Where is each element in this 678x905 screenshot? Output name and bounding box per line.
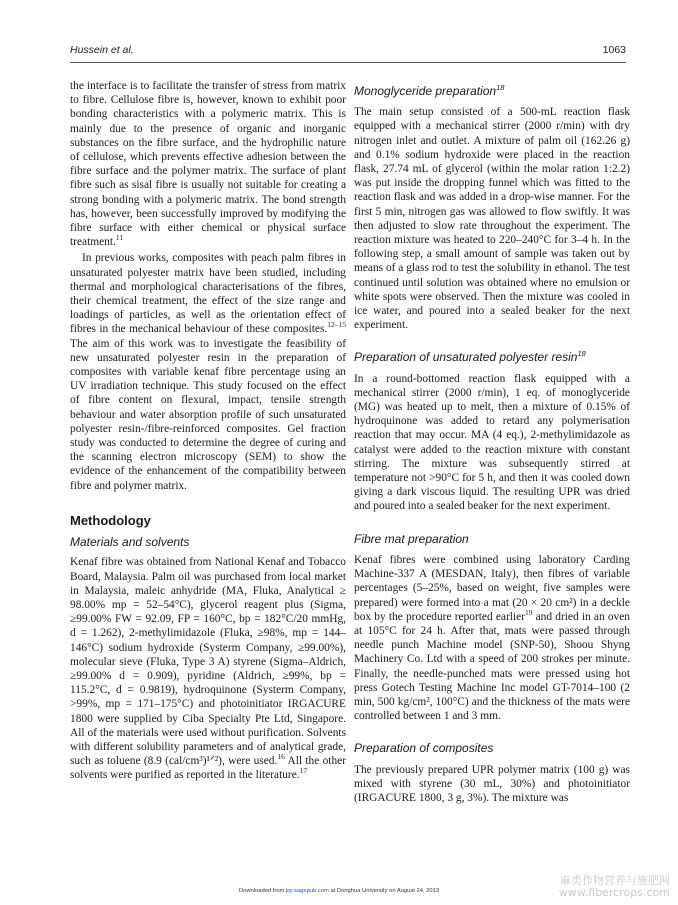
subsection-heading: Monoglyceride preparation$^{18}$ <box>354 83 505 98</box>
subsection-heading: Fibre mat preparation <box>354 531 469 546</box>
right-column <box>354 79 630 805</box>
header-rule <box>70 62 626 63</box>
subsection-heading: Materials and solvents <box>70 535 190 550</box>
paragraph: the interface is to facilitate the transfer of stress from matrix to fibre. Cellulose fibre is, however, known to exhibit poor bonding characteristics with a polymeric matrix. This is mainly due to the presence of organic and inorganic substances on the fibre surface, and the hydrophilic nature of cellulose, which prevents effective adhesion between the fibre surface and the polymer matrix. The surface of plant fibre such as sisal fibre is usually not suitable for creating a strong bonding with a polymeric matrix. The bond strength has, however, been successfully improved by modifying the fibre surface with either chemical or physical surface treatment.$^{11}$ <box>70 80 346 249</box>
citation[interactable]: 12–15 <box>327 320 346 330</box>
citation[interactable]: 18 <box>577 349 586 359</box>
download-footer: Downloaded from jrp.sagepub.com at Donghua University on August 24, 2013 <box>238 888 440 894</box>
page-number: 1063 <box>602 44 626 56</box>
section-heading: Methodology <box>70 512 151 528</box>
watermark: 麻类作物营养与施肥网 www.fibercrops.com <box>558 874 670 899</box>
paragraph: Kenaf fibre was obtained from National Kenaf and Tobacco Board, Malaysia. Palm oil was purchased from local market in Malaysia, maleic anhydride (MA, Fluka, Analytical ≥ 98.00% mp = 52–54°C), glycerol reagent plus (Sigma, ≥99.00% FW = 92.09, FP = 160°C, bp = 182°C/20 mmHg, d = 1.262), 2-methylimidazole (Fluka, ≥98%, mp = 144–146°C) sodium hydroxide (Systerm Company, ≥99.00%), molecular sieve (Fluka, Type 3 A) styrene (Sigma–Aldrich, ≥99.00% d = 0.909), pyridine (Aldrich, ≥99%, bp = 115.2°C, d = 0.9819), hydroquinone (Systerm Company, >99%, mp = 171–175°C) and photoinitiator IRGACURE 1800 were supplied by Ciba Specialty Pte Ltd, Singapore. All of the materials were used without purification. Solvents with different solubility parameters and of analytical grade, such as toluene (8.9 (cal/cm³)¹ᐟ²), were used.$^{16}$ All the other solvents were purified as reported in the literature.$^{17}$ <box>70 556 346 782</box>
subsection-heading: Preparation of composites <box>354 741 494 756</box>
paragraph: Kenaf fibres were combined using laboratory Carding Machine-337 A (MESDAN, Italy), then fibres of variable percentages (5–25%, based on weight, five samples were prepared) were formed into a mat (20 × 20 cm²) in a deckle box by the procedure reported earlier$^{19}$ and dried in an oven at 105°C for 24 h. After that, mats were passed through needle punch Machine model (SNP-50), Shoou Shyng Machinery Co. Ltd with a speed of 200 strokes per minute. Finally, the needle-punched mats were pressed using hot press Gotech Testing Machine Inc model GT-7014–100 (2 min, 500 kg/cm², 100°C) and the thickness of the mats were controlled between 1 and 3 mm. <box>354 553 631 723</box>
citation[interactable]: 18 <box>496 83 505 92</box>
running-head: Hussein et al. <box>70 44 134 56</box>
paragraph: The previously prepared UPR polymer matrix (100 g) was mixed with styrene (30 mL, 30%) and photoinitiator (IRGACURE 1800, 3 g, 3%). The mixture was <box>354 763 630 804</box>
paragraph: In a round-bottomed reaction flask equipped with a mechanical stirrer (2000 r/min), 1 eq. of monoglyceride (MG) was heated up to melt, then a mixture of 0.15% of hydroquinone was added to retard any polymerisation reaction that may occur. MA (4 eq.), 2-methylimidazole as catalyst were added to the reaction mixture with constant stirring. The mixture was subsequently stirred at temperature not >90°C for 5 h, and then it was cooled down giving a dark viscous liquid. The resulting UPR was dried and poured into a sealed beaker for the next experiment. <box>354 372 630 513</box>
citation[interactable]: 17 <box>299 766 308 776</box>
citation[interactable]: 11 <box>115 233 124 243</box>
journal-link[interactable]: jrp.sagepub.com <box>285 888 329 894</box>
left-column <box>70 79 346 783</box>
paragraph: The main setup consisted of a 500-mL reaction flask equipped with a mechanical stirrer (2000 r/min) with dry nitrogen inlet and outlet. A mixture of palm oil (162.26 g) and 0.1% sodium hydroxide were placed in the reaction flask, 27.74 mL of glycerol (within the molar ration 1:2.2) was put inside the dropping funnel which was fitted to the reaction flask and was added in a drop-wise manner. For the first 5 min, nitrogen gas was allowed to flow swiftly. It was then adjusted to slow rate throughout the experiment. The reaction mixture was heated to 220–240°C for 3–4 h. In the following step, a small amount of sample was taken out by means of a glass rod to test the solubility in ethanol. The test continued until solution was obtained where no emulsion or white spots were observed. Then the mixture was cooled in ice water, and poured into a sealed beaker for the next experiment. <box>354 106 630 332</box>
subsection-heading: Preparation of unsaturated polyester resin$^{18}$ <box>354 349 586 365</box>
paragraph: In previous works, composites with peach palm fibres in unsaturated polyester matrix have been studied, including thermal and morphological characterisations of the fibres, their chemical treatment, the effect of the size range and loadings of particles, as well as the orientation effect of fibres in the mechanical behaviour of these composites.$^{12-15}$ The aim of this work was to investigate the feasibility of new unsaturated polyester resin in the preparation of composites with variable kenaf fibre percentage using an UV irradiation technique. This study focused on the effect of fibre content on flexural, impact, tensile strength behaviour and water absorption profile of such unsaturated polyester resin-/fibre-reinforced composites. Gel fraction study was conducted to determine the degree of curing and the scanning electron microscopy (SEM) to show the evidence of the enhancement of the compatibility between fibre and polymer matrix. <box>70 252 346 492</box>
citation[interactable]: 16 <box>277 752 285 762</box>
citation[interactable]: 19 <box>524 607 533 617</box>
